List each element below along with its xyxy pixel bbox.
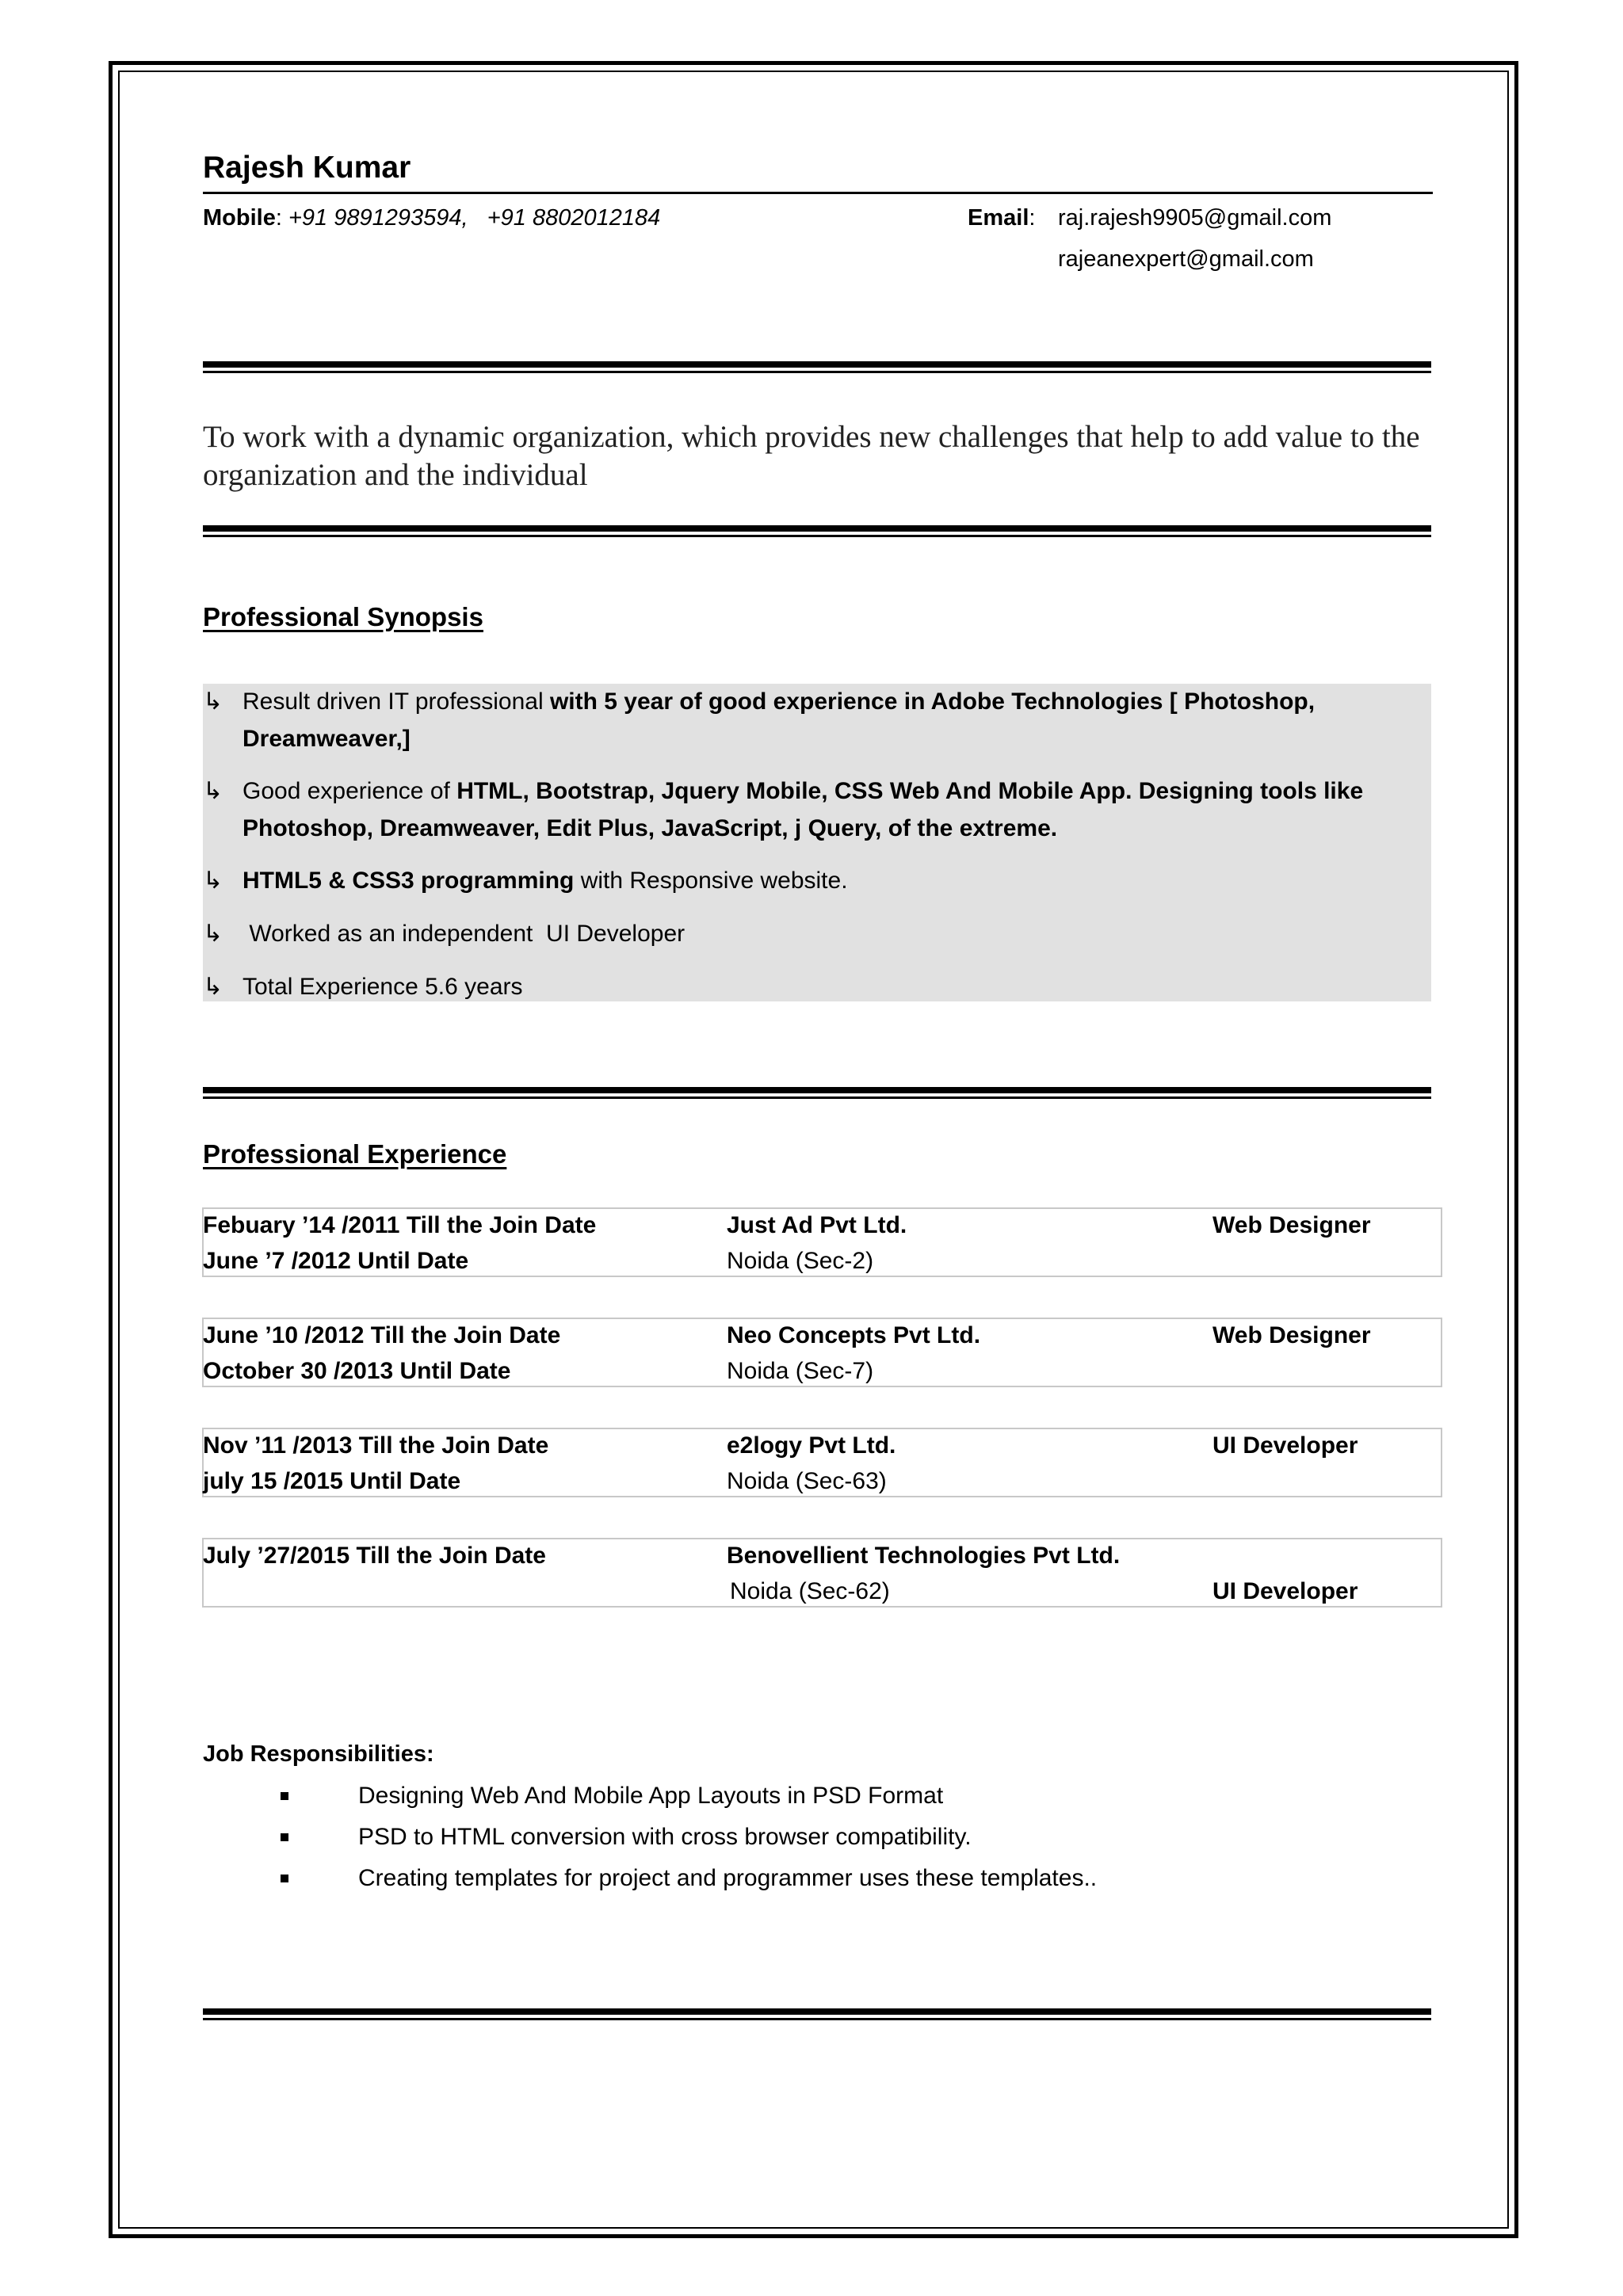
square-bullet-icon [281,1792,288,1800]
experience-location: Noida (Sec-2) [727,1248,874,1274]
experience-end-date: June ’7 /2012 Until Date [203,1248,469,1274]
mobile-label: Mobile [203,205,276,231]
experience-role: UI Developer [1212,1578,1358,1604]
synopsis-text: Good experience of [242,778,457,804]
synopsis-bold: HTML5 & CSS3 programming [242,868,575,894]
experience-role: Web Designer [1212,1212,1371,1238]
experience-end-date: October 30 /2013 Until Date [203,1358,511,1384]
curved-arrow-icon: ↳ [203,688,223,715]
square-bullet-icon [281,1875,288,1882]
email-secondary[interactable]: rajeanexpert@gmail.com [1058,246,1314,272]
experience-location: Noida (Sec-62) [730,1578,890,1604]
experience-company: Neo Concepts Pvt Ltd. [727,1322,981,1348]
experience-company: Benovellient Technologies Pvt Ltd. [727,1543,1121,1569]
synopsis-title: Professional Synopsis [203,602,483,631]
curved-arrow-icon: ↳ [203,868,223,894]
synopsis-bold: with 5 year of good experience in Adobe Technologies [ Photoshop, Dreamweaver,] [242,688,1316,752]
curved-arrow-icon: ↳ [203,778,223,804]
career-objective: To work with a dynamic organization, which provides new challenges that help to add value to the organization and the individual [203,420,1420,492]
experience-start-date: July ’27/2015 Till the Join Date [203,1543,546,1569]
experience-start-date: Nov ’11 /2013 Till the Join Date [203,1432,549,1459]
square-bullet-icon [281,1833,288,1841]
curved-arrow-icon: ↳ [203,921,223,947]
name-underline [203,192,1433,194]
divider-1 [203,361,1431,373]
responsibility-text: Designing Web And Mobile App Layouts in PSD Format [358,1783,944,1809]
experience-title: Professional Experience [203,1139,507,1169]
email-line [968,205,1035,231]
responsibility-text: Creating templates for project and programmer uses these templates.. [358,1865,1098,1891]
curved-arrow-icon: ↳ [203,974,223,1000]
responsibility-text: PSD to HTML conversion with cross browser compatibility. [358,1824,972,1850]
experience-end-date: july 15 /2015 Until Date [203,1468,461,1494]
divider-2 [203,525,1431,537]
divider-3 [203,1087,1431,1099]
experience-start-date: Febuary ’14 /2011 Till the Join Date [203,1212,597,1238]
synopsis-text: with Responsive website. [574,868,848,894]
email-primary[interactable]: raj.rajesh9905@gmail.com [1058,205,1332,231]
experience-location: Noida (Sec-63) [727,1468,887,1494]
responsibilities-title: Job Responsibilities: [203,1741,434,1767]
experience-role: UI Developer [1212,1432,1358,1459]
email-separator: : [1029,205,1036,231]
divider-4 [203,2008,1431,2020]
synopsis-text: Result driven IT professional [242,688,550,715]
synopsis-text: Total Experience 5.6 years [242,974,523,1000]
synopsis-bold: HTML, Bootstrap, Jquery Mobile, CSS Web And Mobile App. Designing tools like Photoshop, Dreamweaver, Edit Plus, JavaScript, j Query, of the extreme. [242,778,1364,841]
experience-company: Just Ad Pvt Ltd. [727,1212,907,1238]
experience-company: e2logy Pvt Ltd. [727,1432,896,1459]
experience-location: Noida (Sec-7) [727,1358,874,1384]
mobile-separator: : [275,205,288,231]
candidate-name: Rajesh Kumar [203,151,411,185]
mobile-value: +91 9891293594, +91 8802012184 [288,205,661,231]
experience-start-date: June ’10 /2012 Till the Join Date [203,1322,561,1348]
email-label: Email [968,205,1029,231]
synopsis-text: Worked as an independent UI Developer [242,921,685,947]
mobile-line [203,205,660,231]
experience-role: Web Designer [1212,1322,1371,1348]
